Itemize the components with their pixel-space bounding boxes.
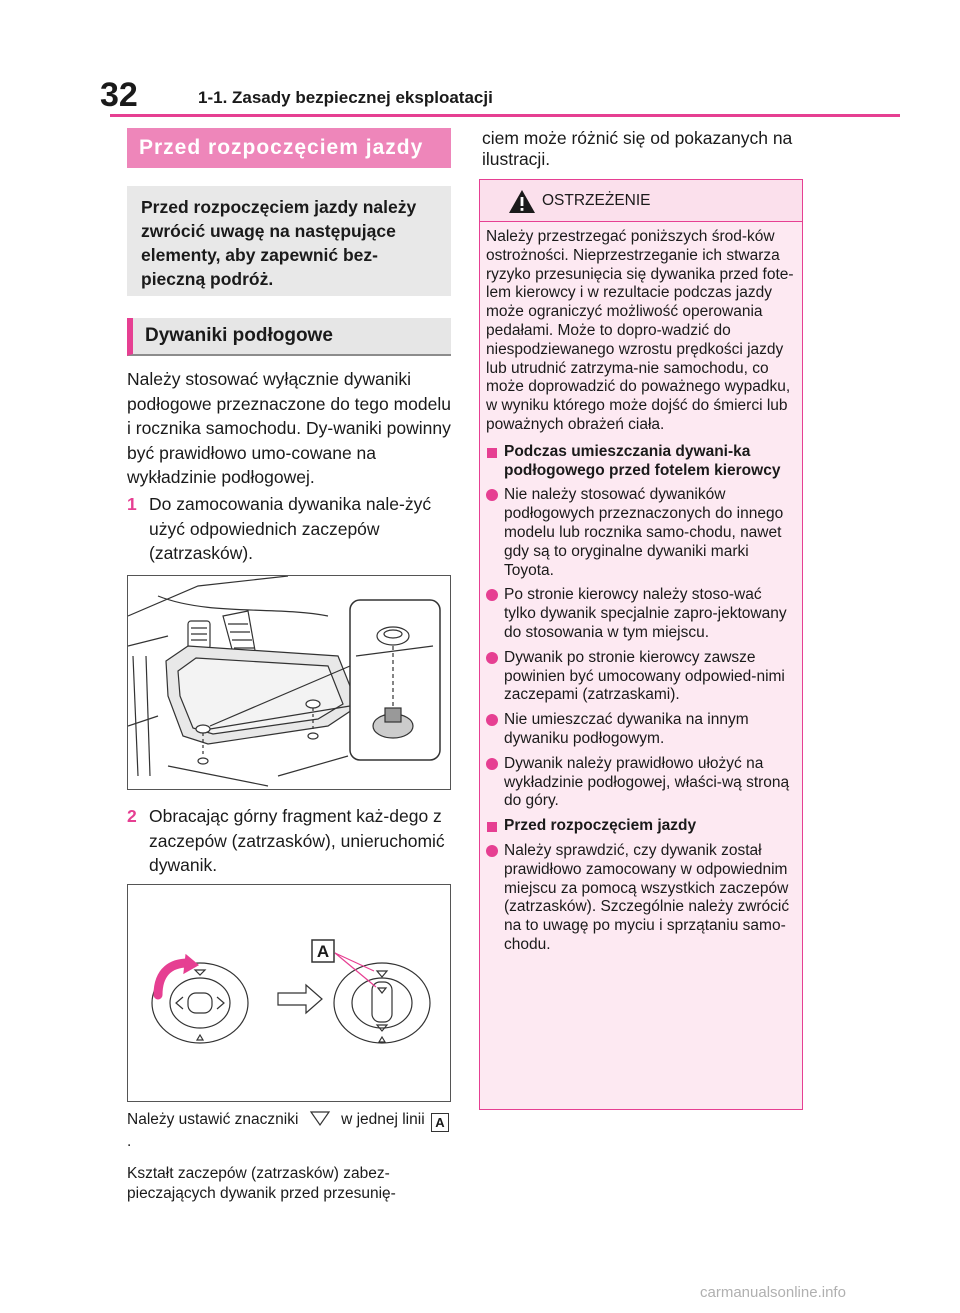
list-item: [486, 711, 796, 749]
caption-text-pre: Należy ustawić znaczniki: [127, 1111, 299, 1128]
heading-text: Przed rozpoczęciem jazdy: [504, 817, 697, 835]
warning-body: [480, 228, 802, 961]
floor-mat-illustration: [128, 576, 450, 789]
warning-heading-driver-mat: [486, 443, 796, 481]
warning-heading-before-driving: [486, 817, 796, 836]
caption-text-end: .: [127, 1133, 132, 1150]
bullet-text: Nie należy stosować dywaników podłogowych przeznaczonych do innego modelu lub rocznika samo-chodu, nawet gdy są to oryginalne dywaniki marki Toyota.: [504, 486, 784, 579]
warning-intro: Należy przestrzegać poniższych środ-ków ostrożności. Nieprzestrzeganie ich stwarza ryzyko przesunięcia się dywanika przed fote-lem kierowcy i w rezultacie podczas jazdy może ograniczyć możliwość operowania pedałami. Może to dopro-wadzić do niespodziewanego wzrostu prędkości jazdy lub utrudnić zatrzyma-nie samochodu, co może doprowadzić do poważnego wypadku, w wyniku którego może dojść do śmierci lub poważnych obrażeń ciała.: [486, 228, 794, 433]
pink-dot-bullet: [486, 489, 498, 501]
figure-clip-rotation: [127, 884, 451, 1102]
warning-triangle-icon: [508, 189, 536, 214]
watermark: carmanualsonline.info: [700, 1284, 846, 1301]
clip-rotation-illustration: [128, 885, 450, 1101]
pink-dot-bullet: [486, 845, 498, 857]
step-text: Do zamocowania dywanika nale-żyć użyć odpowiednich zaczepów (zatrzasków).: [149, 494, 432, 563]
list-item: [486, 842, 796, 955]
list-item: [486, 649, 796, 705]
list-item: [486, 486, 796, 580]
step-number: 1: [127, 494, 137, 514]
pink-dot-bullet: [486, 758, 498, 770]
warning-header: [480, 180, 802, 222]
pink-dot-bullet: [486, 714, 498, 726]
header-rule: [110, 114, 900, 117]
body-paragraph: Należy stosować wyłącznie dywaniki podłogowe przeznaczone do tego modelu i rocznika samochodu. Dy-waniki powinny być prawidłowo umo-cowane na wykładzinie podłogowej.: [127, 369, 451, 487]
pink-square-bullet: [487, 822, 497, 832]
bullet-text: Dywanik po stronie kierowcy zawsze powinien być umocowany odpowied-nimi zaczepami (zatrzaskami).: [504, 648, 785, 704]
list-item: [486, 586, 796, 642]
caption-text-post: w jednej linii: [341, 1111, 425, 1128]
step-2: [127, 804, 451, 878]
bullet-text: Nie umieszczać dywanika na innym dywaniku podłogowym.: [504, 711, 749, 747]
step-number: 2: [127, 806, 137, 826]
page-number: 32: [100, 76, 138, 114]
figure-label-a: A: [316, 942, 330, 961]
pink-square-bullet: [487, 448, 497, 458]
warning-box: [479, 179, 803, 1110]
caption-markers: [127, 1110, 451, 1152]
pink-dot-bullet: [486, 589, 498, 601]
warning-title: OSTRZEŻENIE: [542, 192, 651, 209]
label-a-badge: A: [431, 1113, 449, 1132]
chapter-banner: Przed rozpoczęciem jazdy: [127, 128, 451, 168]
continuation-text: ciem może różnić się od pokazanych na ilustracji.: [482, 128, 793, 169]
section-title: 1-1. Zasady bezpiecznej eksploatacji: [198, 88, 493, 107]
step-text: Obracając górny fragment każ-dego z zaczepów (zatrzasków), unieruchomić dywanik.: [149, 806, 445, 875]
subheading-floor-mats: Dywaniki podłogowe: [127, 318, 451, 356]
figure-floor-mat: [127, 575, 451, 790]
marker-triangle-icon: [309, 1110, 331, 1127]
bullet-text: Po stronie kierowcy należy stoso-wać tylko dywanik specjalnie zapro-jektowany do stosowania w tym miejscu.: [504, 586, 787, 641]
caption-shape: Kształt zaczepów (zatrzasków) zabez-pieczających dywanik przed przesunię-: [127, 1165, 396, 1202]
step-1: [127, 492, 451, 566]
intro-box: Przed rozpoczęciem jazdy należy zwrócić uwagę na następujące elementy, aby zapewnić bez-pieczną podróż.: [127, 186, 451, 296]
bullet-text: Należy sprawdzić, czy dywanik został prawidłowo zamocowany w odpowiednim miejscu za pomocą wszystkich zaczepów (zatrzasków). Szczególnie należy zwrócić na to uwagę po myciu i sprzątaniu samo-chodu.: [504, 841, 790, 953]
pink-dot-bullet: [486, 652, 498, 664]
heading-text: Podczas umieszczania dywani-ka podłogowego przed fotelem kierowcy: [504, 442, 781, 479]
bullet-text: Dywanik należy prawidłowo ułożyć na wykładzinie podłogowej, właści-wą stroną do góry.: [504, 754, 790, 810]
list-item: [486, 755, 796, 811]
